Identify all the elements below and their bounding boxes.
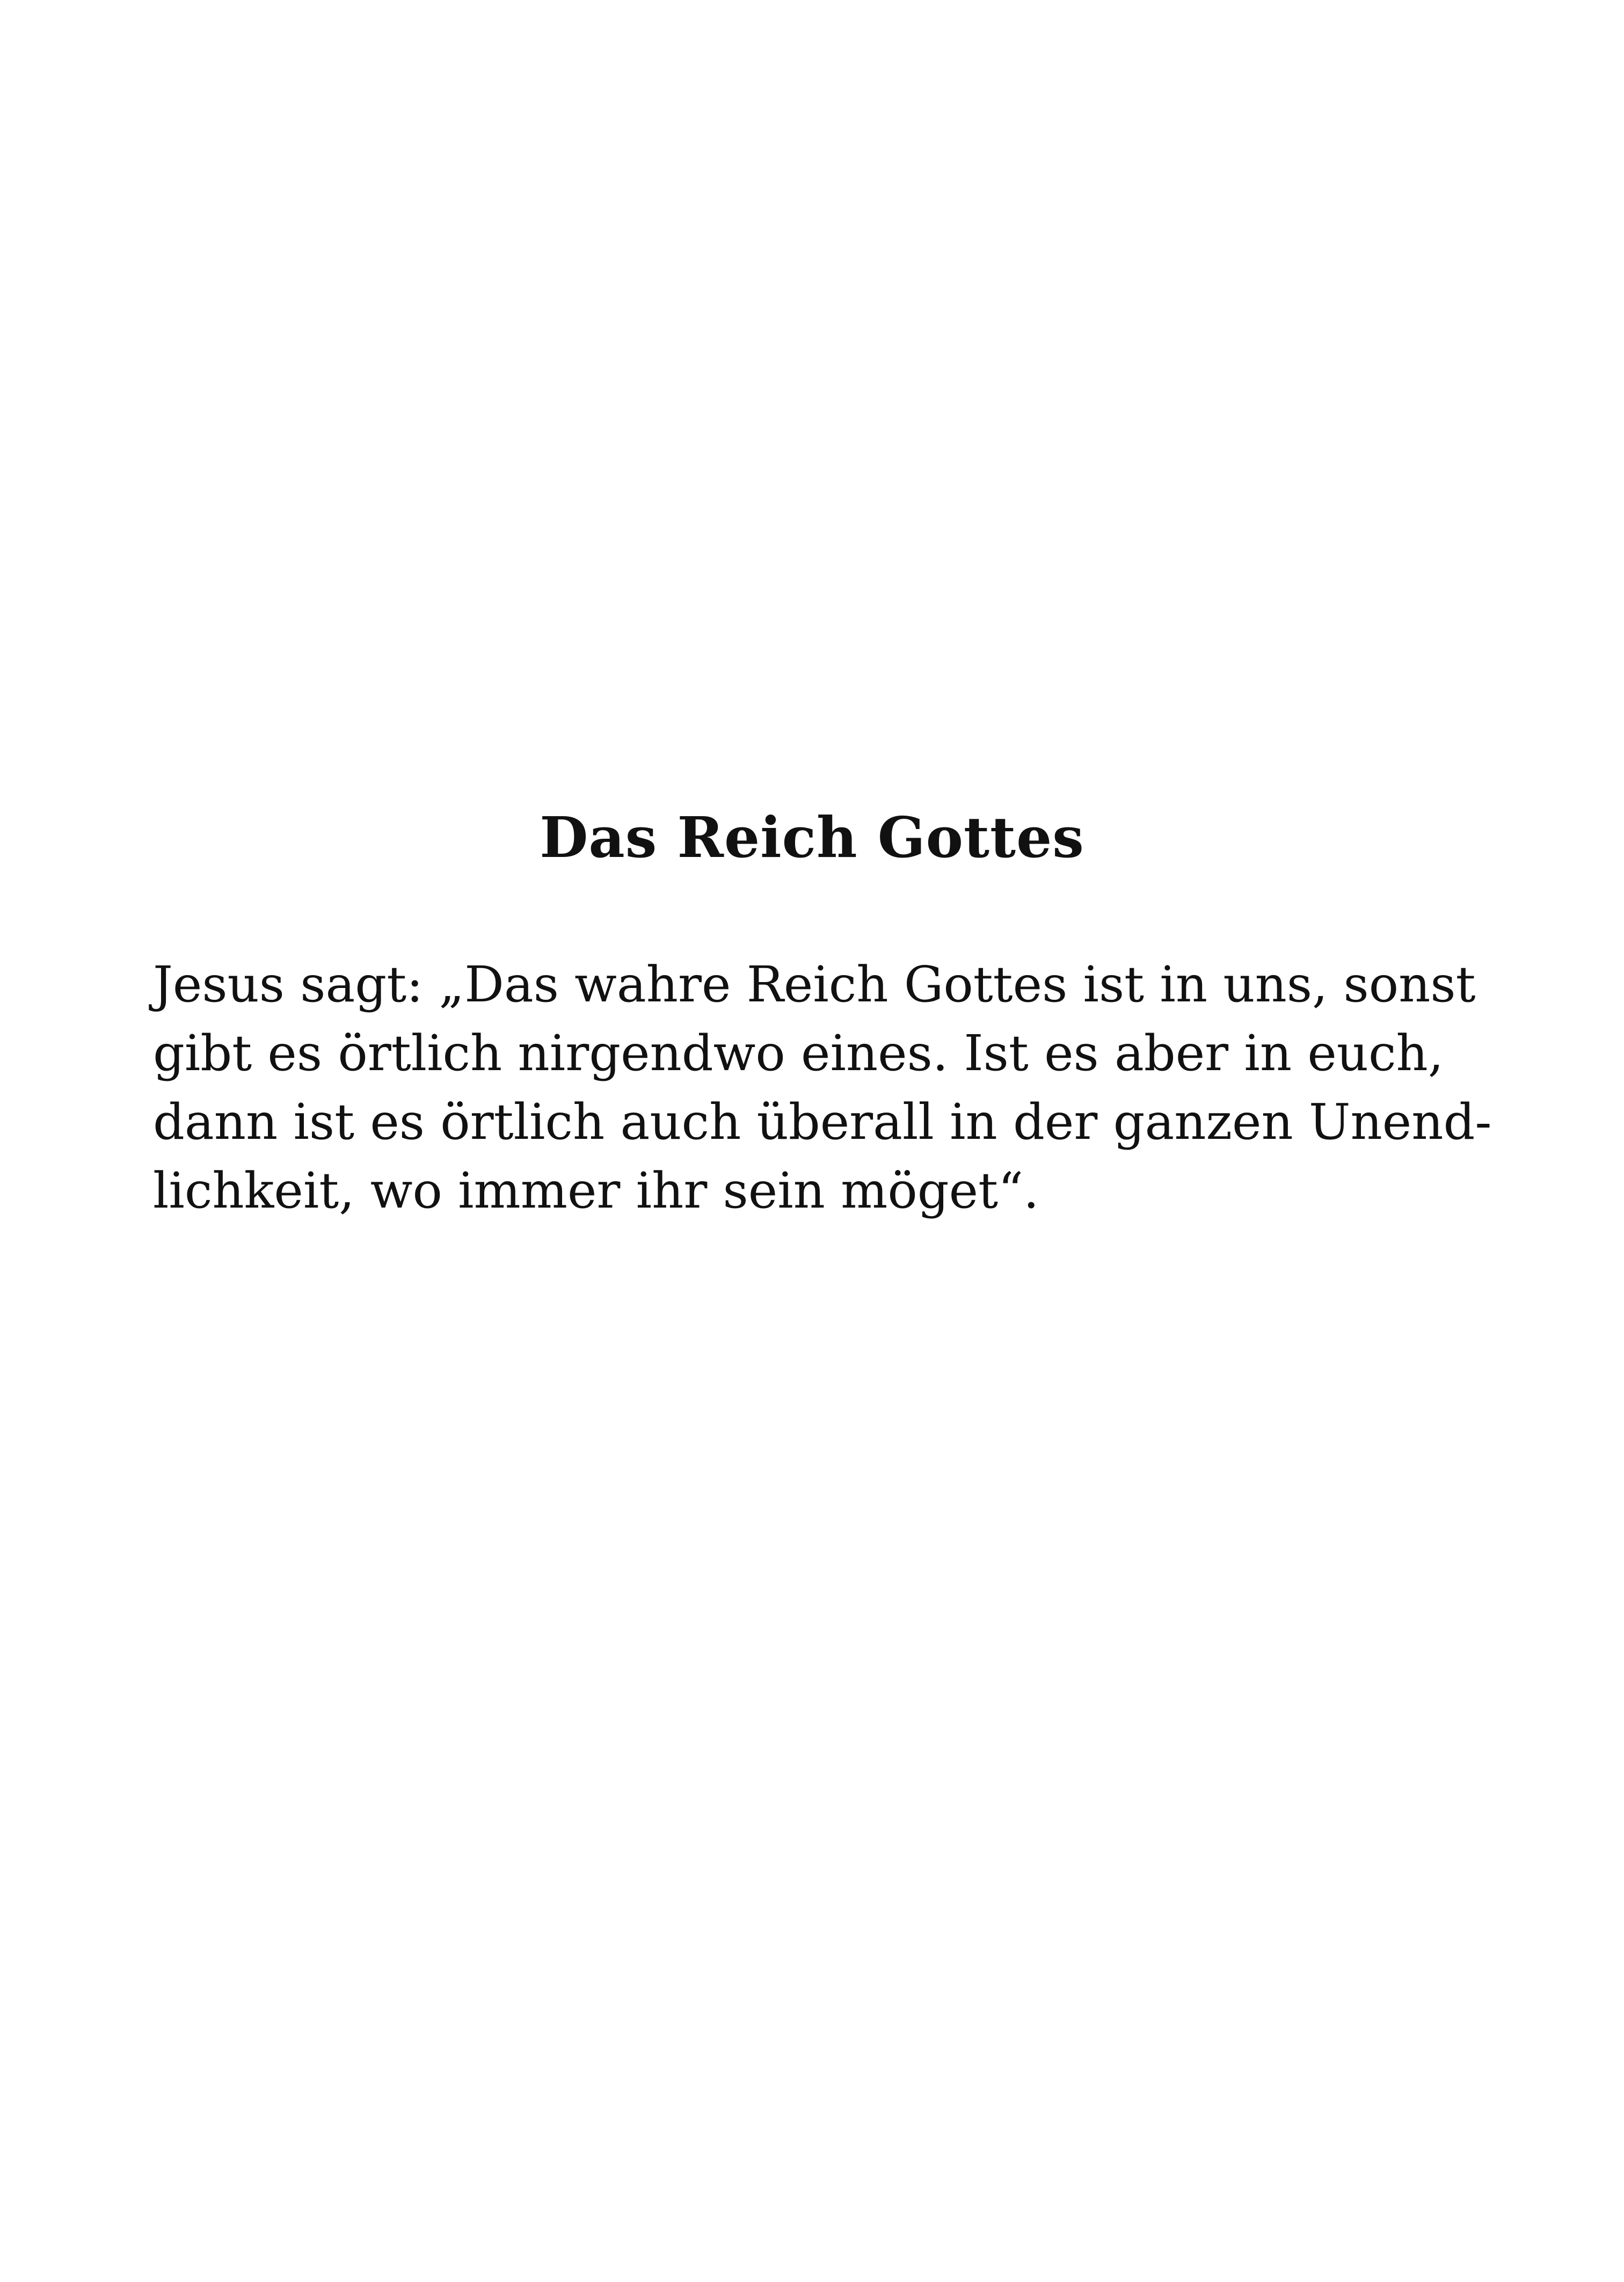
body-paragraph	[153, 950, 1495, 1225]
text-line-2: gibt es örtlich nirgendwo eines. Ist es aber in euch,	[153, 1024, 1444, 1082]
text-line-1: Jesus sagt: „Das wahre Reich Gottes ist in uns, sonst	[153, 956, 1476, 1013]
page-title: Das Reich Gottes	[540, 804, 1084, 870]
text-line-4: lichkeit, wo immer ihr sein möget“.	[153, 1162, 1039, 1219]
text-line-3: dann ist es örtlich auch überall in der ganzen Unend-	[153, 1093, 1492, 1151]
